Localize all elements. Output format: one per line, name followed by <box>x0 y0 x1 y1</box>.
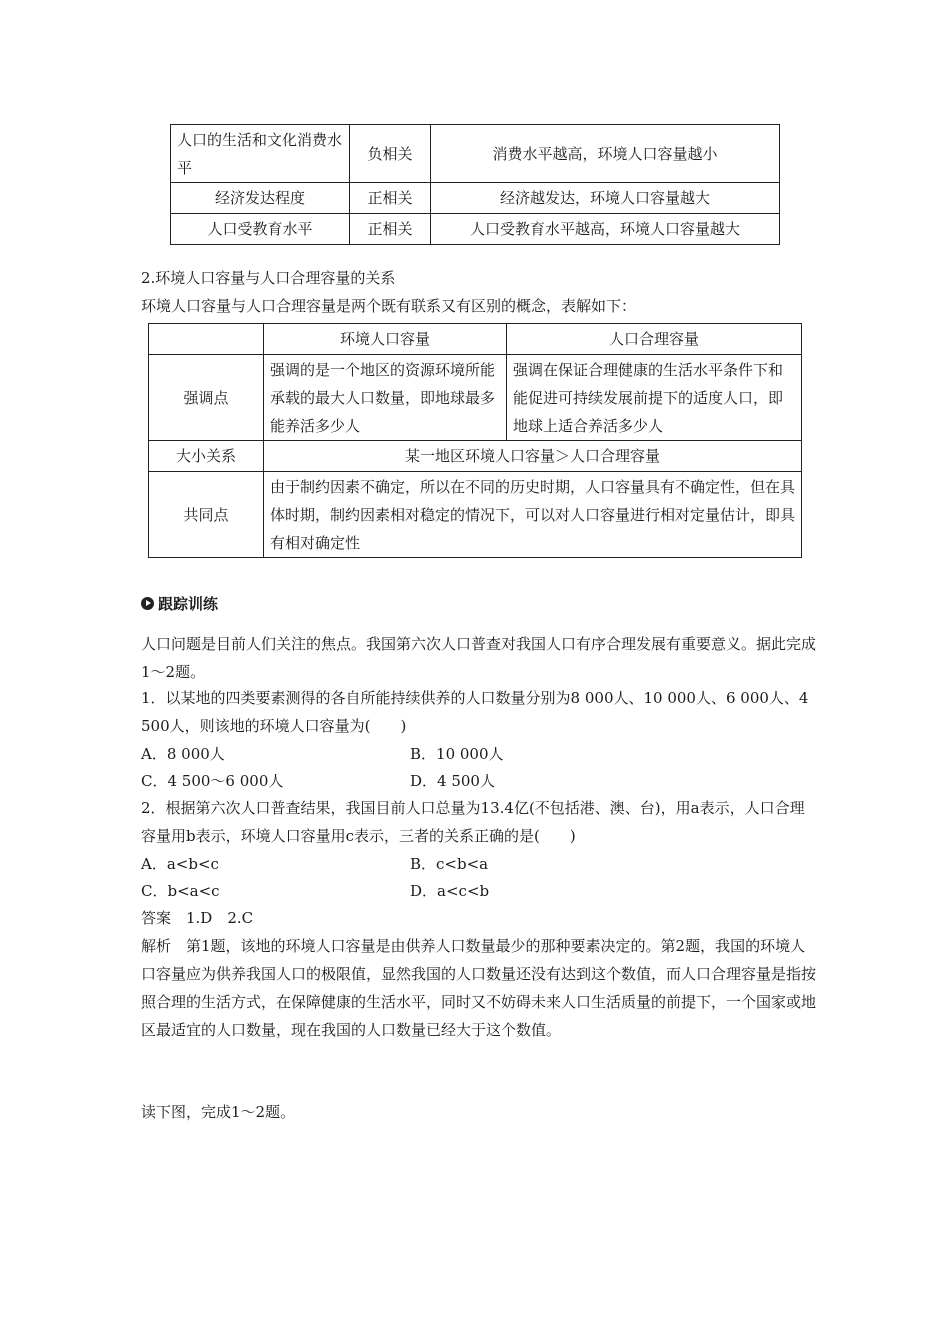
question-1: 1．以某地的四类要素测得的各自所能持续供养的人口数量分别为8 000人、10 000人、6 000人、4 500人，则该地的环境人口容量为( ) <box>141 689 809 735</box>
section-title <box>141 592 218 616</box>
common-value: 由于制约因素不确定，所以在不同的历史时期，人口容量具有不确定性，但在具体时期，制约因素相对稳定的情况下，可以对人口容量进行相对定量估计，即具有相对确定性 <box>264 472 802 558</box>
emphasis-reasonable-cell: 强调在保证合理健康的生活水平条件下和能促进可持续发展前提下的适度人口，即地球上适合养活多少人 <box>507 355 802 441</box>
header-reasonable-capacity: 人口合理容量 <box>507 324 802 355</box>
section-title-text: 跟踪训练 <box>158 595 219 613</box>
size-label: 大小关系 <box>149 441 264 472</box>
table-header-row <box>149 324 802 355</box>
q2-option-b: B．c<b<a <box>410 855 489 873</box>
table-row <box>149 441 802 472</box>
factor-cell: 人口的生活和文化消费水平 <box>171 125 350 183</box>
factor-cell: 经济发达程度 <box>171 183 350 214</box>
table-row <box>149 472 802 558</box>
play-circle-icon <box>141 597 154 610</box>
question-2: 2．根据第六次人口普查结果，我国目前人口总量为13.4亿(不包括港、澳、台)，用a表示，人口合理容量用b表示，环境人口容量用c表示，三者的关系正确的是( ) <box>141 799 805 845</box>
section-intro: 环境人口容量与人口合理容量是两个既有联系又有区别的概念，表解如下： <box>141 297 637 315</box>
q1-option-a: A．8 000人 <box>141 745 225 763</box>
table-row <box>171 214 780 245</box>
table-row <box>149 355 802 441</box>
relation-cell: 正相关 <box>350 183 431 214</box>
header-empty-cell <box>149 324 264 355</box>
q1-option-b: B．10 000人 <box>410 745 504 763</box>
factor-table <box>170 124 780 245</box>
answer: 答案 1.D 2.C <box>141 909 254 927</box>
q2-option-a: A．a<b<c <box>141 855 219 873</box>
next-prompt: 读下图，完成1～2题。 <box>141 1103 296 1121</box>
factor-cell: 人口受教育水平 <box>171 214 350 245</box>
q2-option-d: D．a<c<b <box>410 882 490 900</box>
header-env-capacity: 环境人口容量 <box>264 324 507 355</box>
q2-option-c: C．b<a<c <box>141 882 220 900</box>
section-heading: 2.环境人口容量与人口合理容量的关系 <box>141 269 396 287</box>
description-cell: 经济越发达，环境人口容量越大 <box>431 183 780 214</box>
description-cell: 消费水平越高，环境人口容量越小 <box>431 125 780 183</box>
emphasis-env-cell: 强调的是一个地区的资源环境所能承载的最大人口数量，即地球最多能养活多少人 <box>264 355 507 441</box>
size-value: 某一地区环境人口容量＞人口合理容量 <box>264 441 802 472</box>
table-row <box>171 183 780 214</box>
question-intro: 人口问题是目前人们关注的焦点。我国第六次人口普查对我国人口有序合理发展有重要意义。据此完成1～2题。 <box>141 635 817 681</box>
relation-cell: 负相关 <box>350 125 431 183</box>
comparison-table <box>148 323 802 558</box>
description-cell: 人口受教育水平越高，环境人口容量越大 <box>431 214 780 245</box>
emphasis-label: 强调点 <box>149 355 264 441</box>
analysis: 解析 第1题，该地的环境人口容量是由供养人口数量最少的那种要素决定的。第2题，我国的环境人口容量应为供养我国人口的极限值，显然我国的人口数量还没有达到这个数值，而人口合理容量是指按照合理的生活方式，在保障健康的生活水平，同时又不妨碍未来人口生活质量的前提下，一个国家或地区最适宜的人口数量，现在我国的人口数量已经大于这个数值。 <box>141 937 817 1039</box>
common-label: 共同点 <box>149 472 264 558</box>
q1-option-d: D．4 500人 <box>410 772 495 790</box>
table-row <box>171 125 780 183</box>
q1-option-c: C．4 500～6 000人 <box>141 772 284 790</box>
relation-cell: 正相关 <box>350 214 431 245</box>
